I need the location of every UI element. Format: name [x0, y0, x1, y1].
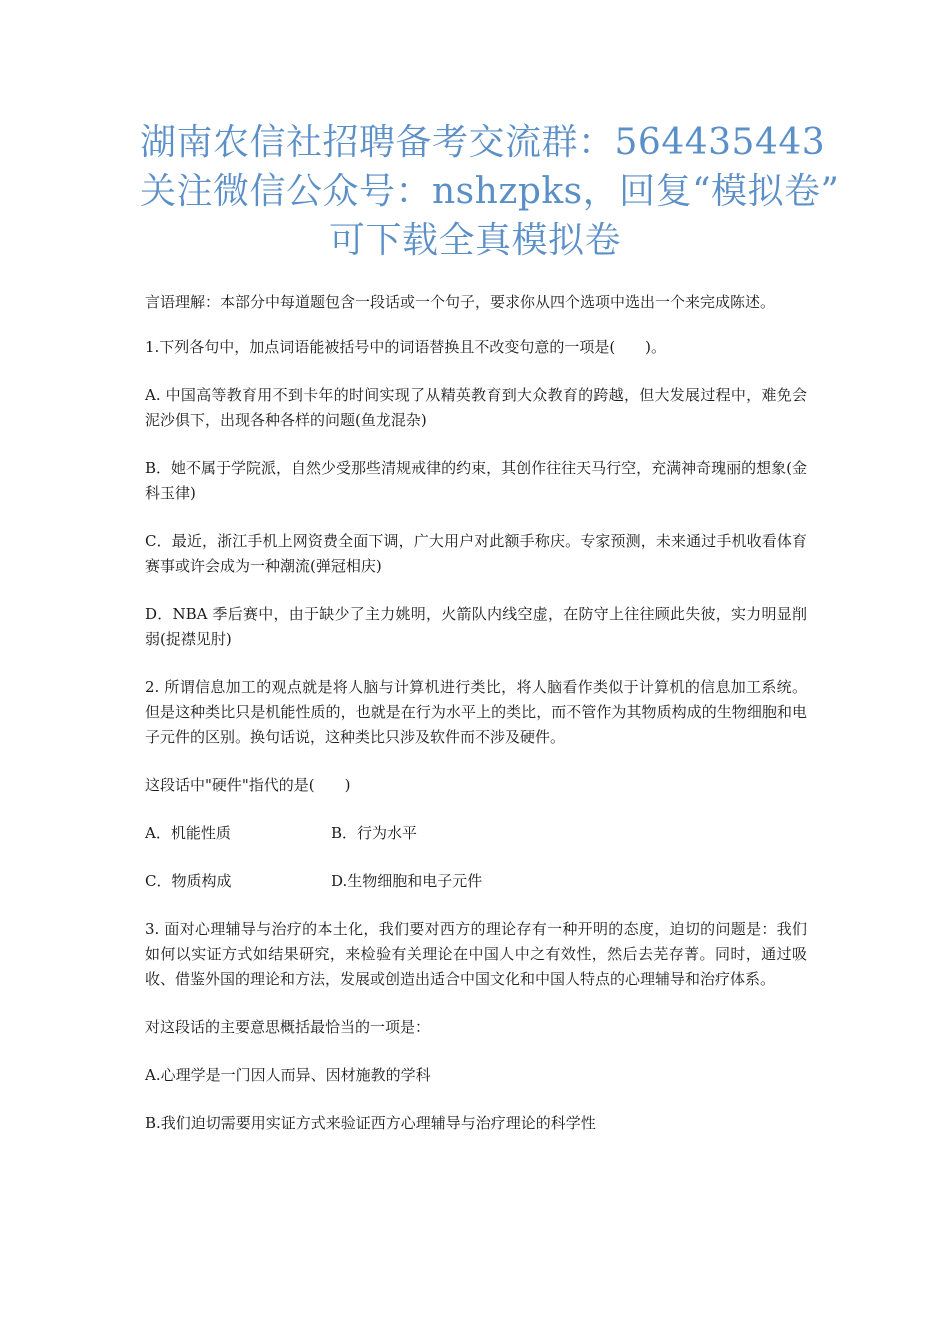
question-1-option-a: A. 中国高等教育用不到卡年的时间实现了从精英教育到大众教育的跨越，但大发展过程中，难免会泥沙俱下，出现各种各样的问题(鱼龙混杂)	[145, 386, 807, 429]
question-1-option-b: B．她不属于学院派，自然少受那些清规戒律的约束，其创作往往天马行空，充满神奇瑰丽的想象(金科玉律)	[145, 459, 807, 502]
header-line-1	[140, 118, 826, 167]
question-1-option-d: D．NBA 季后赛中，由于缺少了主力姚明，火箭队内线空虚，在防守上往往顾此失彼，实力明显削弱(捉襟见肘)	[145, 605, 807, 648]
header-line-3: 可下载全真模拟卷	[328, 220, 621, 261]
question-1-option-c: C．最近，浙江手机上网资费全面下调，广大用户对此额手称庆。专家预测，未来通过手机收看体育赛事或许会成为一种潮流(弹冠相庆)	[145, 532, 807, 575]
section-intro: 言语理解：本部分中每道题包含一段话或一个句子，要求你从四个选项中选出一个来完成陈述。	[145, 293, 776, 311]
header-line-2: 关注微信公众号：nshzpks，回复“模拟卷”	[140, 171, 840, 212]
question-2-options-row-1	[145, 821, 807, 846]
question-3-passage: 3. 面对心理辅导与治疗的本土化，我们要对西方的理论存有一种开明的态度，迫切的问题是：我们如何以实证方式如结果研究，来检验有关理论在中国人中之有效性，然后去芜存菁。同时，通过吸收、借鉴外国的理论和方法，发展或创造出适合中国文化和中国人特点的心理辅导和治疗体系。	[145, 920, 807, 988]
question-2-question: 这段话中"硬件"指代的是( )	[145, 776, 351, 794]
group-number: 564435443	[614, 122, 826, 163]
question-1-stem: 1.下列各句中，加点词语能被括号中的词语替换且不改变句意的一项是( )。	[145, 338, 667, 356]
question-2-option-b: B．行为水平	[331, 824, 418, 842]
question-2-option-d: D.生物细胞和电子元件	[331, 872, 483, 890]
question-2-option-c: C．物质构成	[145, 872, 232, 890]
question-2-passage: 2. 所谓信息加工的观点就是将人脑与计算机进行类比，将人脑看作类似于计算机的信息加工系统。但是这种类比只是机能性质的，也就是在行为水平上的类比，而不管作为其物质构成的生物细胞和电子元件的区别。换句话说，这种类比只涉及软件而不涉及硬件。	[145, 678, 807, 746]
question-3-option-b: B.我们迫切需要用实证方式来验证西方心理辅导与治疗理论的科学性	[145, 1114, 596, 1132]
question-3-option-a: A.心理学是一门因人而异、因材施教的学科	[145, 1066, 431, 1084]
document-body	[145, 290, 807, 1136]
question-3-question: 对这段话的主要意思概括最恰当的一项是：	[145, 1018, 431, 1036]
header-banner	[140, 118, 840, 265]
group-title: 湖南农信社招聘备考交流群：	[140, 122, 615, 163]
question-2-option-a: A．机能性质	[145, 824, 231, 842]
question-2-options-row-2	[145, 869, 807, 894]
